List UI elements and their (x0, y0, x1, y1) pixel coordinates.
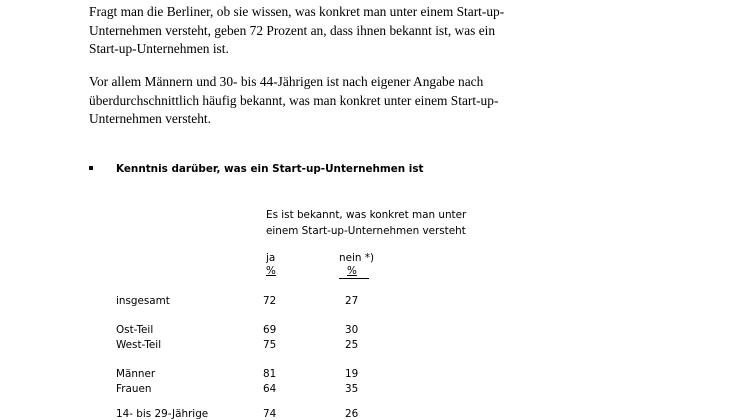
section-title: Kenntnis darüber, was ein Start-up-Unternehmen ist (116, 163, 424, 175)
paragraph-line: Vor allem Männern und 30- bis 44-Jährigen ist nach eigener Angabe nach (89, 74, 484, 89)
row-value-nein: 35 (345, 383, 359, 395)
paragraph-line: überdurchschnittlich häufig bekannt, was man konkret unter einem Start-up- (89, 92, 499, 108)
paragraph-line: Start-up-Unternehmen ist. (89, 41, 229, 56)
caption-line: einem Start-up-Unternehmen versteht (266, 225, 466, 237)
detail-paragraph (89, 73, 559, 129)
row-value-nein: 25 (345, 339, 359, 351)
row-value-nein: 19 (345, 368, 359, 380)
row-value-nein: 26 (345, 408, 359, 420)
row-value-ja: 75 (263, 339, 277, 351)
row-value-ja: 81 (263, 368, 277, 380)
paragraph-line: Unternehmen versteht, geben 72 Prozent an, dass ihnen bekannt ist, was ein (89, 22, 496, 38)
column-underline (339, 278, 369, 279)
row-value-ja: 74 (263, 408, 277, 420)
row-value-ja: 64 (263, 383, 277, 395)
column-unit-nein: % (347, 265, 357, 277)
intro-paragraph (89, 3, 559, 59)
paragraph-line: Fragt man die Berliner, ob sie wissen, was konkret man unter einem Start-up- (89, 4, 505, 19)
row-value-ja: 72 (263, 295, 277, 307)
table-caption (266, 207, 466, 239)
bullet-square-icon (89, 166, 93, 170)
row-label: West-Teil (116, 339, 162, 351)
caption-line: Es ist bekannt, was konkret man unter (266, 209, 467, 221)
row-value-nein: 30 (345, 324, 359, 336)
column-header-ja: ja (266, 252, 276, 264)
column-header-nein: nein *) (339, 252, 375, 264)
row-label: Ost-Teil (116, 324, 154, 336)
row-value-ja: 69 (263, 324, 277, 336)
paragraph-line: Unternehmen versteht. (89, 111, 211, 126)
column-unit-ja: % (266, 265, 276, 277)
row-label: Frauen (116, 383, 152, 395)
row-label: 14- bis 29-Jährige (116, 408, 209, 420)
row-label: Männer (116, 368, 156, 380)
row-value-nein: 27 (345, 295, 359, 307)
row-label: insgesamt (116, 295, 170, 307)
